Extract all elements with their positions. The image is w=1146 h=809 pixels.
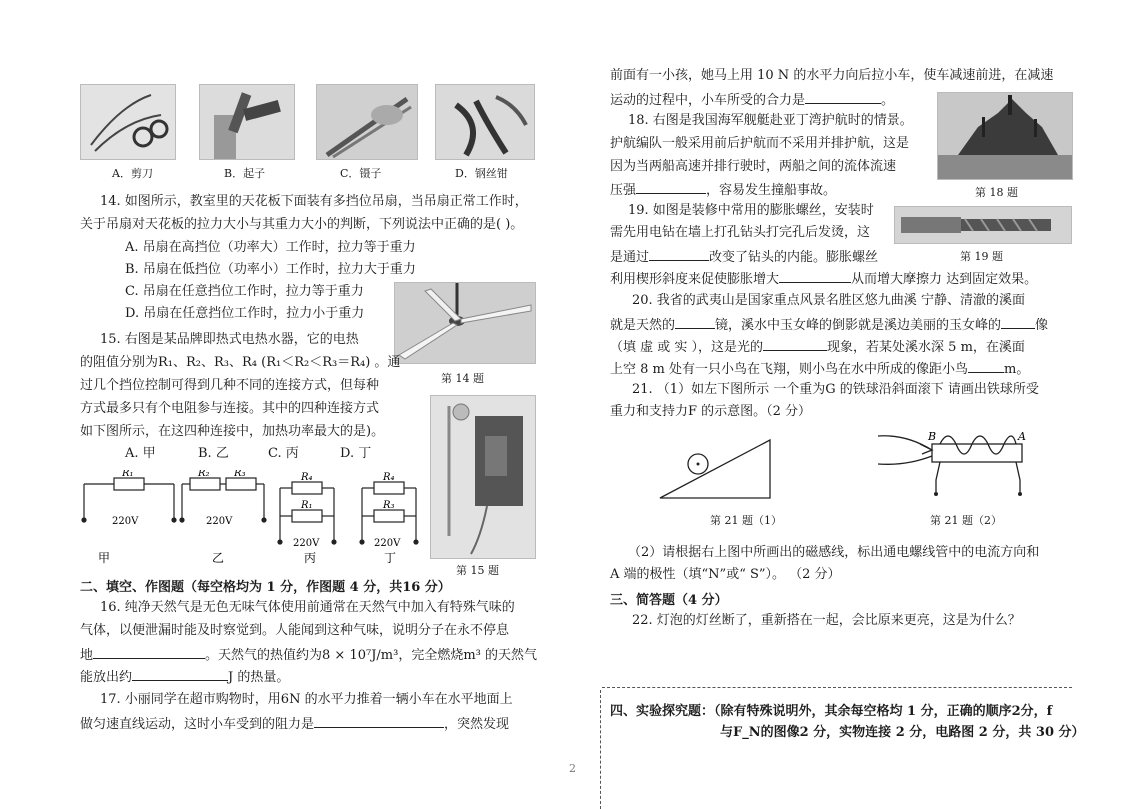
q14-option-d: D. 吊扇在任意挡位工作时，拉力小于重力 [125, 306, 365, 321]
q15-option-b: B. 乙 [198, 446, 229, 461]
ceiling-fan-icon [395, 283, 535, 363]
q19-line2: 需先用电钻在墙上打孔钻头打完孔后发烫，这 [610, 225, 871, 240]
voltage-jia: 220V [112, 516, 139, 527]
q17-line2-start: 做匀速直线运动，这时小车受到的阻力是 [80, 717, 315, 732]
figure-water-heater [430, 395, 536, 559]
q22-text: 22. 灯泡的灯丝断了，重新搭在一起，会比原来更亮，这是为什么？ [632, 613, 1021, 628]
figure-ceiling-fan [394, 282, 536, 364]
figure-warships [937, 92, 1073, 180]
q20-blank2[interactable] [1001, 315, 1035, 329]
photo-pliers [435, 84, 535, 160]
label-r3-ding: R₃ [383, 500, 395, 511]
q19-line3 [610, 247, 878, 267]
tool-label-a: A．剪刀 [112, 167, 153, 180]
q19-line4 [610, 269, 1037, 289]
resistor-r3-ding [374, 510, 404, 522]
q20-line3-end: 现象，若某处溪水深 5 m，在溪面 [827, 340, 1025, 355]
circuit-yi-label: 乙 [212, 551, 225, 565]
q16-line2: 气体，以便泄漏时能及时察觉到。人能闻到这种气味，说明分子在永不停息 [80, 623, 510, 638]
scissors-icon [81, 85, 175, 159]
q14-option-c: C. 吊扇在任意挡位工作时，拉力等于重力 [125, 284, 364, 299]
q20-line4-start: 上空 8 m 处有一只小鸟在飞翔，则小鸟在水中所成的像距小鸟 [610, 362, 968, 377]
q18-line4 [610, 180, 836, 200]
warship-icon [938, 93, 1072, 179]
solenoid-core [932, 444, 1022, 462]
q14-option-a: A. 吊扇在高挡位（功率大）工作时，拉力等于重力 [125, 240, 416, 255]
page-number: 2 [569, 762, 576, 775]
circuit-bing-label: 丙 [304, 551, 317, 565]
q20-line2-mid: 镜，溪水中玉女峰的倒影就是溪边美丽的玉女峰的 [715, 318, 1002, 333]
q16-line3-end: 。天然气的热值约为8 × 10⁷J/m³，完全燃烧m³ 的天然气 [205, 648, 537, 663]
water-heater-icon [431, 396, 535, 558]
q20-blank1[interactable] [675, 315, 715, 329]
solenoid-end-b: B [928, 430, 937, 443]
q15-option-a: A. 甲 [125, 446, 156, 461]
label-r4-bing: R₄ [301, 472, 313, 483]
q20-blank4[interactable] [968, 359, 1004, 373]
q19-line1: 19. 如图是装修中常用的膨胀螺丝，安装时 [628, 203, 874, 218]
resistor-r1-bing [292, 510, 322, 522]
q19-line4-end: 从而增大摩擦力 达到固定效果。 [851, 272, 1038, 287]
voltage-yi: 220V [206, 516, 233, 527]
label-r2-yi: R₂ [198, 470, 210, 479]
tweezers-icon [317, 85, 417, 159]
q21-part2-line1: （2）请根据右上图中所画出的磁感线，标出通电螺线管中的电流方向和 [628, 545, 1040, 560]
q15-option-c: C. 丙 [268, 446, 299, 461]
section-4-heading-line2: 与F_N的图像2 分，实物连接 2 分，电路图 2 分，共 30 分） [720, 725, 1085, 740]
q19-line3-end: 改变了钻头的内能。膨胀螺丝 [709, 250, 879, 265]
field-line-upper [878, 436, 932, 450]
q19-blank1[interactable] [649, 247, 709, 261]
q15-option-d: D. 丁 [340, 446, 372, 461]
q15-circuits [78, 470, 428, 570]
resistor-r4 [292, 482, 322, 494]
voltage-ding: 220V [374, 538, 401, 549]
resistor-r2 [190, 478, 220, 490]
field-line-lower [878, 456, 932, 464]
q19-fig-caption: 第 19 题 [960, 250, 1003, 263]
q17-blank2[interactable] [805, 90, 881, 104]
q19-line3-start: 是通过 [610, 250, 650, 265]
q18-fig-caption: 第 18 题 [975, 186, 1018, 199]
q15-line2: 的阻值分别为R₁、R₂、R₃、R₄ (R₁＜R₂＜R₃＝R₄) 。通 [80, 355, 401, 370]
tool-label-b: B．起子 [224, 167, 266, 180]
q15-line5: 如下图所示，在这四种连接中，加热功率最大的是)。 [80, 424, 385, 439]
q18-blank[interactable] [636, 180, 706, 194]
solenoid-end-a: A [1018, 430, 1026, 443]
q18-line4-start: 压强 [610, 183, 637, 198]
tool-label-d: D．钢丝钳 [455, 167, 508, 180]
circuit-jia-label: 甲 [98, 551, 111, 565]
label-r4-ding: R₄ [383, 472, 395, 483]
voltage-bing: 220V [293, 538, 320, 549]
q20-line1: 20. 我省的武夷山是国家重点风景名胜区悠九曲溪 宁静、清澈的溪面 [632, 293, 1025, 308]
q17-line3: 前面有一小孩，她马上用 10 N 的水平力向后拉小车，使车减速前进，在减速 [610, 68, 1054, 83]
photo-scissors [80, 84, 176, 160]
q20-line3 [610, 337, 1025, 357]
q16-blank2[interactable] [132, 667, 228, 681]
q16-line4 [80, 667, 289, 687]
q16-line4-start: 能放出约 [80, 670, 133, 685]
q16-line3 [80, 645, 537, 665]
section-3-heading: 三、简答题（4 分） [610, 593, 728, 608]
q17-blank1[interactable] [314, 714, 444, 728]
section4-divider [602, 687, 1072, 688]
label-r1-jia: R₁ [122, 470, 134, 479]
q14-fig-caption: 第 14 题 [441, 372, 484, 385]
figure-incline [656, 434, 776, 500]
resistor-r4-ding [374, 482, 404, 494]
photo-opener [199, 84, 295, 160]
q17-line4 [610, 90, 894, 110]
resistor-r1 [114, 478, 144, 490]
figure-solenoid [876, 420, 1036, 500]
circuit-ding-label: 丁 [384, 551, 397, 565]
photo-tweezers [316, 84, 418, 160]
q18-line2: 护航编队一般采用前后护航而不采用并排护航，这是 [610, 136, 910, 151]
q20-line2 [610, 315, 1048, 335]
q20-line4-end: m。 [1004, 362, 1030, 377]
resistor-r3 [226, 478, 256, 490]
section-4-heading-line1: 四、实验探究题：（除有特殊说明外，其余每空格均 1 分，正确的顺序2分，f [610, 704, 1053, 719]
q21-part2-line2: A 端的极性（填“N”或“ S”）。 （2 分） [610, 567, 841, 582]
q17-line4-start: 运动的过程中，小车所受的合力是 [610, 93, 806, 108]
q15-line4: 方式最多只有个电阻参与连接。其中的四种连接方式 [80, 401, 380, 416]
incline-triangle [660, 440, 770, 498]
q21-line2: 重力和支持力F 的示意图。（2 分） [610, 404, 812, 419]
q20-line2-start: 就是天然的 [610, 318, 676, 333]
section-2-heading: 二、填空、作图题（每空格均为 1 分，作图题 4 分，共16 分） [80, 580, 451, 595]
column-divider [600, 690, 601, 809]
q15-line1: 15. 右图是某品牌即热式电热水器，它的电热 [100, 332, 359, 347]
q17-line4-end: 。 [881, 93, 895, 108]
q21-line1: 21. （1）如左下图所示 一个重为G 的铁球沿斜面滚下 请画出铁球所受 [632, 382, 1039, 397]
q19-blank2[interactable] [779, 269, 851, 283]
q16-line4-end: J 的热量。 [228, 670, 290, 685]
q17-line1: 17. 小丽同学在超市购物时，用6N 的水平力推着一辆小车在水平地面上 [100, 692, 513, 707]
q21-fig2-caption: 第 21 题（2） [930, 514, 1002, 527]
q20-line2-end: 像 [1035, 318, 1049, 333]
q21-fig1-caption: 第 21 题（1） [710, 514, 782, 527]
tool-label-c: C．镊子 [340, 167, 382, 180]
solenoid-coil [940, 436, 1016, 454]
q14-line1: 14. 如图所示，教室里的天花板下面装有多挡位吊扇，当吊扇正常工作时， [100, 194, 528, 209]
q20-line4 [610, 359, 1029, 379]
q16-blank1[interactable] [93, 645, 205, 659]
label-r3-yi: R₃ [234, 470, 246, 479]
label-r1-bing: R₁ [301, 500, 313, 511]
q14-line2: 关于吊扇对天花板的拉力大小与其重力大小的判断，下列说法中正确的是( )。 [80, 217, 524, 232]
figure-expansion-bolt [894, 206, 1072, 244]
q17-line2 [80, 714, 509, 734]
q20-line3-start: （填 虚 或 实 ），这是光的 [610, 340, 764, 355]
q20-blank3[interactable] [763, 337, 827, 351]
q19-line4-start: 利用楔形斜度来促使膨胀增大 [610, 272, 780, 287]
q15-fig-caption: 第 15 题 [456, 564, 499, 577]
q18-line4-end: ，容易发生撞船事故。 [706, 183, 837, 198]
bottle-opener-icon [200, 85, 294, 159]
expansion-bolt-icon [895, 207, 1071, 243]
q18-line1: 18. 右图是我国海军舰艇赴亚丁湾护航时的情景。 [628, 113, 913, 128]
q17-line2-end: ，突然发现 [444, 717, 510, 732]
q14-option-b: B. 吊扇在低挡位（功率小）工作时，拉力大于重力 [125, 262, 416, 277]
q18-line3: 因为当两船高速并排行驶时，两船之间的流体流速 [610, 159, 897, 174]
q16-line3-start: 地 [80, 648, 94, 663]
pliers-icon [436, 85, 534, 159]
q16-line1: 16. 纯净天然气是无色无味气体使用前通常在天然气中加入有特殊气味的 [100, 600, 515, 615]
q15-line3: 过几个挡位控制可得到几种不同的连接方式，但每种 [80, 378, 380, 393]
